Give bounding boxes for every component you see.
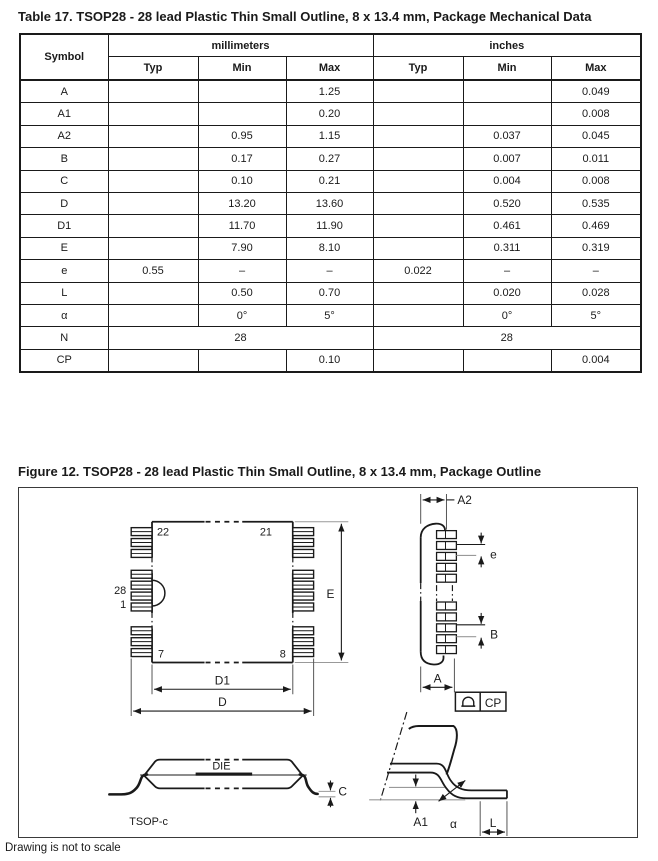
in-cell [373, 170, 463, 192]
in-cell [373, 349, 463, 372]
mm-cell [198, 80, 286, 103]
table-body [20, 80, 641, 372]
in-cell [373, 304, 463, 326]
in-cell: 0° [463, 304, 551, 326]
in-cell: 0.461 [463, 215, 551, 237]
mm-cell: 5° [286, 304, 373, 326]
left-pins [131, 528, 152, 657]
symbol-cell: D [20, 192, 108, 214]
in-cell: 0.008 [551, 103, 641, 125]
pin-7-label: 7 [157, 648, 165, 661]
mm-cell: 0.70 [286, 282, 373, 304]
package-outline-figure [18, 487, 638, 838]
dim-A2-label: A2 [457, 492, 472, 507]
table-row [20, 170, 641, 192]
symbol-cell: A [20, 80, 108, 103]
pin-22-label: 22 [156, 526, 170, 539]
mm-cell: 0.17 [198, 148, 286, 170]
in-cell: 5° [551, 304, 641, 326]
in-cell: 0.004 [463, 170, 551, 192]
in-cell: 0.311 [463, 237, 551, 259]
mm-cell: 0.20 [286, 103, 373, 125]
in-cell: 0.007 [463, 148, 551, 170]
mm-typ-header: Typ [108, 57, 198, 81]
mm-cell: 0.95 [198, 125, 286, 147]
pin-8-label: 8 [279, 648, 286, 661]
in-cell: 0.008 [551, 170, 641, 192]
mm-cell: 13.20 [198, 192, 286, 214]
mm-max-header: Max [286, 57, 373, 81]
mm-cell [198, 103, 286, 125]
symbol-cell: CP [20, 349, 108, 372]
mm-cell: 1.25 [286, 80, 373, 103]
in-cell [373, 192, 463, 214]
lead-detail-labels [413, 815, 496, 831]
footer-note: Drawing is not to scale [5, 842, 121, 854]
pin1-notch [152, 580, 165, 606]
dim-B-label: B [490, 627, 499, 642]
in-cell [373, 80, 463, 103]
top-view [131, 522, 348, 716]
millimeters-header: millimeters [108, 34, 373, 57]
mm-cell: 0.55 [108, 260, 198, 282]
package-code-label: TSOP-c [129, 816, 168, 829]
mm-cell: 0.10 [286, 349, 373, 372]
dim-D-label: D [218, 695, 227, 710]
package-mechanical-table [19, 33, 642, 373]
lead-detail [369, 712, 507, 836]
mm-cell [108, 282, 198, 304]
mm-cell: 8.10 [286, 237, 373, 259]
dim-L-label: L [489, 816, 497, 831]
right-pins [293, 528, 314, 657]
mm-cell: 7.90 [198, 237, 286, 259]
symbol-cell: A1 [20, 103, 108, 125]
in-min-header: Min [463, 57, 551, 81]
table-row [20, 215, 641, 237]
in-cell [373, 237, 463, 259]
table-row [20, 349, 641, 372]
table-row [20, 260, 641, 282]
in-cell: 0.011 [551, 148, 641, 170]
mm-cell [108, 304, 198, 326]
table-row [20, 327, 641, 349]
in-cell [373, 103, 463, 125]
table-row [20, 80, 641, 103]
in-cell [373, 215, 463, 237]
mm-cell: – [198, 260, 286, 282]
left-lead [109, 775, 147, 795]
mm-min-header: Min [198, 57, 286, 81]
pin-21-label: 21 [259, 526, 272, 539]
mm-cell [108, 170, 198, 192]
dim-alpha-label: α [449, 817, 457, 832]
mm-cell: 1.15 [286, 125, 373, 147]
die-label: DIE [212, 760, 231, 773]
symbol-cell: A2 [20, 125, 108, 147]
in-cell: 0.520 [463, 192, 551, 214]
pin-1-label: 1 [120, 598, 127, 611]
in-max-header: Max [551, 57, 641, 81]
cp-label: CP [484, 696, 502, 711]
in-cell [463, 103, 551, 125]
table-title: Table 17. TSOP28 - 28 lead Plastic Thin Small Outline, 8 x 13.4 mm, Package Mechanical Data [18, 9, 592, 24]
table-row [20, 304, 641, 326]
mm-cell: 0.27 [286, 148, 373, 170]
symbol-cell: E [20, 237, 108, 259]
in-cell: 0.004 [551, 349, 641, 372]
in-cell [463, 349, 551, 372]
mm-cell [108, 125, 198, 147]
table-row [20, 237, 641, 259]
mm-cell: 11.70 [198, 215, 286, 237]
mm-cell: 11.90 [286, 215, 373, 237]
mm-cell [108, 148, 198, 170]
table-row [20, 282, 641, 304]
symbol-cell: α [20, 304, 108, 326]
dim-C-label: C [338, 784, 347, 799]
table-row [20, 192, 641, 214]
package-outline-drawing [19, 488, 636, 836]
symbol-cell: D1 [20, 215, 108, 237]
in-cell [463, 80, 551, 103]
in-cell: 0.049 [551, 80, 641, 103]
in-cell: – [551, 260, 641, 282]
symbol-cell: B [20, 148, 108, 170]
in-cell: 0.037 [463, 125, 551, 147]
in-cell [373, 148, 463, 170]
mm-cell: 13.60 [286, 192, 373, 214]
dim-A1-label: A1 [413, 815, 428, 830]
mm-cell [108, 215, 198, 237]
table-row [20, 125, 641, 147]
mm-cell: – [286, 260, 373, 282]
mm-span-cell: 28 [108, 327, 373, 349]
dim-e-label: e [490, 547, 497, 562]
in-cell: 0.045 [551, 125, 641, 147]
mm-cell: 0° [198, 304, 286, 326]
symbol-cell: e [20, 260, 108, 282]
right-lead [300, 775, 318, 794]
in-cell: 0.022 [373, 260, 463, 282]
in-cell [373, 282, 463, 304]
table-row [20, 103, 641, 125]
symbol-cell: C [20, 170, 108, 192]
in-cell: 0.028 [551, 282, 641, 304]
in-cell: 0.535 [551, 192, 641, 214]
side-view-pins [437, 531, 457, 654]
inches-header: inches [373, 34, 641, 57]
mm-cell [198, 349, 286, 372]
mm-cell: 0.50 [198, 282, 286, 304]
symbol-cell: L [20, 282, 108, 304]
mm-cell: 0.10 [198, 170, 286, 192]
dim-A-label: A [433, 671, 442, 686]
mm-cell [108, 349, 198, 372]
in-span-cell: 28 [373, 327, 641, 349]
dim-E-label: E [326, 587, 335, 602]
in-cell: 0.469 [551, 215, 641, 237]
die-bar [196, 773, 253, 776]
pin-28-label: 28 [114, 585, 127, 598]
in-cell: – [463, 260, 551, 282]
symbol-header: Symbol [20, 34, 108, 80]
mm-cell [108, 237, 198, 259]
table-row [20, 148, 641, 170]
in-cell [373, 125, 463, 147]
mm-cell [108, 103, 198, 125]
in-cell: 0.020 [463, 282, 551, 304]
mm-cell [108, 80, 198, 103]
dim-D1-label: D1 [214, 673, 230, 688]
symbol-cell: N [20, 327, 108, 349]
figure-title: Figure 12. TSOP28 - 28 lead Plastic Thin Small Outline, 8 x 13.4 mm, Package Outline [18, 464, 542, 479]
mm-cell: 0.21 [286, 170, 373, 192]
in-cell: 0.319 [551, 237, 641, 259]
in-typ-header: Typ [373, 57, 463, 81]
mm-cell [108, 192, 198, 214]
